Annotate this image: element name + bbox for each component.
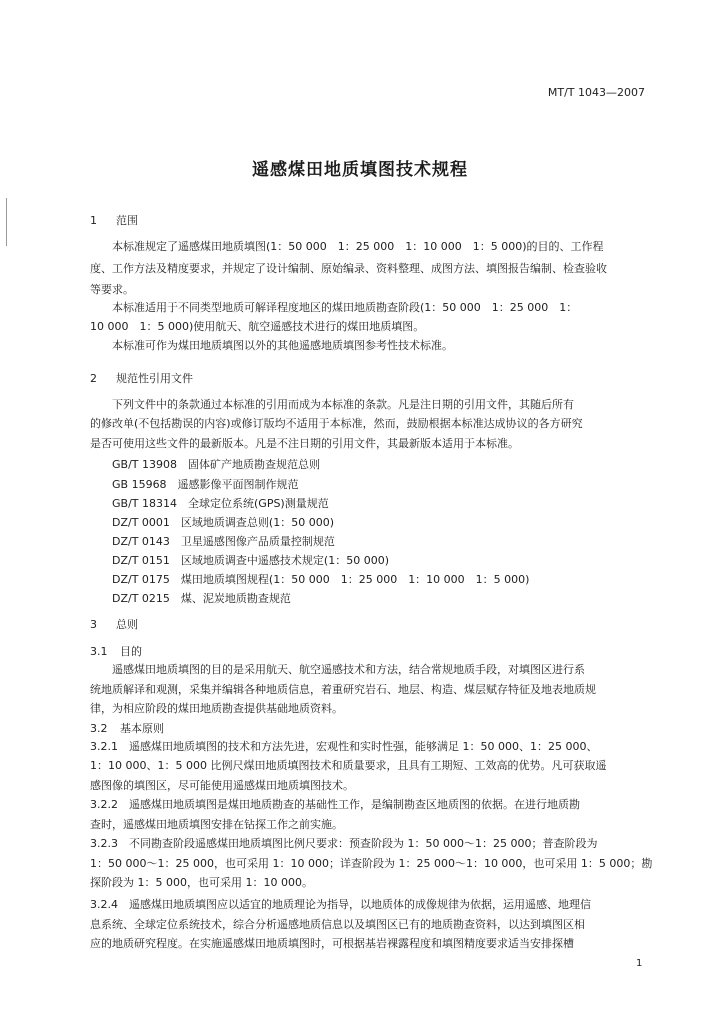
reference-code: GB/T 13908 <box>112 458 177 471</box>
section-3-2-number: 3.2 <box>90 722 108 735</box>
s32-line-1: 3.2.1 遥感煤田地质填图的技术和方法先进，宏观性和实时性强，能够满足 1：50 000、1：25 000、 <box>90 740 598 753</box>
section-1-number: 1 <box>90 214 97 227</box>
s1-line-6: 本标准可作为煤田地质填图以外的其他遥感地质填图参考性技术标准。 <box>112 339 453 352</box>
s31-line-1: 遥感煤田地质填图的目的是采用航天、航空遥感技术和方法，结合常规地质手段，对填图区进行系 <box>112 663 585 676</box>
reference-item <box>112 514 334 530</box>
section-3-heading <box>90 616 138 632</box>
reference-item <box>112 456 320 472</box>
standard-code: MT/T 1043—2007 <box>547 86 645 99</box>
reference-code: DZ/T 0175 <box>112 573 170 586</box>
section-3-title: 总则 <box>116 618 138 631</box>
section-3-1-title: 目的 <box>120 645 142 658</box>
section-3-number: 3 <box>90 618 97 631</box>
scan-edge-mark <box>6 198 7 246</box>
reference-code: DZ/T 0215 <box>112 592 170 605</box>
s32-line-10: 息系统、全球定位系统技术，综合分析遥感地质信息以及填图区已有的地质勘查资料，以达到填图区相 <box>90 918 585 931</box>
reference-item <box>112 533 335 549</box>
reference-item <box>112 552 389 568</box>
section-3-1-heading <box>90 643 142 659</box>
reference-item <box>112 590 291 606</box>
reference-code: GB 15968 <box>112 478 167 491</box>
document-title: 遥感煤田地质填图技术规程 <box>252 160 468 180</box>
s1-line-2: 度、工作方法及精度要求，并规定了设计编制、原始编录、资料整理、成图方法、填图报告编制、检查验收 <box>90 262 607 275</box>
page-number: 1 <box>636 958 643 969</box>
reference-title: 遥感影像平面图制作规范 <box>177 478 299 491</box>
s2-line-3: 是否可使用这些文件的最新版本。凡是不注日期的引用文件，其最新版本适用于本标准。 <box>90 437 519 450</box>
s32-line-4: 3.2.2 遥感煤田地质填图是煤田地质勘查的基础性工作，是编制勘查区地质图的依据。在进行地质勘 <box>90 798 580 811</box>
s1-line-3: 等要求。 <box>90 283 134 296</box>
reference-item <box>112 476 299 492</box>
s31-line-3: 律，为相应阶段的煤田地质勘查提供基础地质资料。 <box>90 702 343 715</box>
s32-line-11: 应的地质研究程度。在实施遥感煤田地质填图时，可根据基岩裸露程度和填图精度要求适当安排探槽 <box>90 937 574 950</box>
section-1-heading <box>90 212 138 228</box>
s32-line-8: 探阶段为 1：5 000，也可采用 1：10 000。 <box>90 876 313 889</box>
reference-title: 区域地质调查中遥感技术规定(1：50 000) <box>180 554 389 567</box>
section-2-heading <box>90 370 193 386</box>
s32-line-7: 1：50 000～1：25 000，也可采用 1：10 000；详查阶段为 1：25 000～1：10 000，也可采用 1：5 000；勘 <box>90 857 653 870</box>
s1-line-4: 本标准适用于不同类型地质可解译程度地区的煤田地质勘查阶段(1：50 000 1：25 000 1： <box>112 301 578 314</box>
s32-line-2: 1：10 000、1：5 000 比例尺煤田地质填图技术和质量要求，且具有工期短、工效高的优势。凡可获取遥 <box>90 759 607 772</box>
reference-code: DZ/T 0001 <box>112 516 170 529</box>
reference-code: DZ/T 0151 <box>112 554 170 567</box>
reference-item <box>112 495 329 511</box>
s32-line-5: 查时，遥感煤田地质填图安排在钻探工作之前实施。 <box>90 818 343 831</box>
s32-line-9: 3.2.4 遥感煤田地质填图应以适宜的地质理论为指导，以地质体的成像规律为依据，运用遥感、地理信 <box>90 898 591 911</box>
s2-line-2: 的修改单(不包括勘误的内容)或修订版均不适用于本标准，然而，鼓励根据本标准达成协议的各方研究 <box>90 417 583 430</box>
section-2-title: 规范性引用文件 <box>116 372 193 385</box>
reference-title: 固体矿产地质勘查规范总则 <box>188 458 320 471</box>
s2-line-1: 下列文件中的条款通过本标准的引用而成为本标准的条款。凡是注日期的引用文件，其随后所有 <box>112 398 574 411</box>
s31-line-2: 统地质解译和观测，采集并编辑各种地质信息，着重研究岩石、地层、构造、煤层赋存特征及地表地质规 <box>90 683 596 696</box>
reference-title: 区域地质调查总则(1：50 000) <box>180 516 334 529</box>
reference-item <box>112 571 529 587</box>
section-3-2-heading <box>90 720 164 736</box>
reference-code: DZ/T 0143 <box>112 535 170 548</box>
section-3-2-title: 基本原则 <box>120 722 164 735</box>
reference-title: 卫星遥感图像产品质量控制规范 <box>180 535 335 548</box>
s1-line-1: 本标准规定了遥感煤田地质填图(1：50 000 1：25 000 1：10 000 1：5 000)的目的、工作程 <box>112 240 604 253</box>
reference-title: 煤田地质填图规程(1：50 000 1：25 000 1：10 000 1：5 000) <box>180 573 530 586</box>
reference-title: 煤、泥炭地质勘查规范 <box>180 592 291 605</box>
section-1-title: 范围 <box>116 214 138 227</box>
s32-line-6: 3.2.3 不同勘查阶段遥感煤田地质填图比例尺要求：预查阶段为 1：50 000～1：25 000；普查阶段为 <box>90 837 598 850</box>
section-3-1-number: 3.1 <box>90 645 108 658</box>
s1-line-5: 10 000 1：5 000)使用航天、航空遥感技术进行的煤田地质填图。 <box>90 320 425 333</box>
s32-line-3: 感图像的填图区，尽可能使用遥感煤田地质填图技术。 <box>90 779 354 792</box>
reference-title: 全球定位系统(GPS)测量规范 <box>188 497 329 510</box>
section-2-number: 2 <box>90 372 97 385</box>
reference-code: GB/T 18314 <box>112 497 177 510</box>
